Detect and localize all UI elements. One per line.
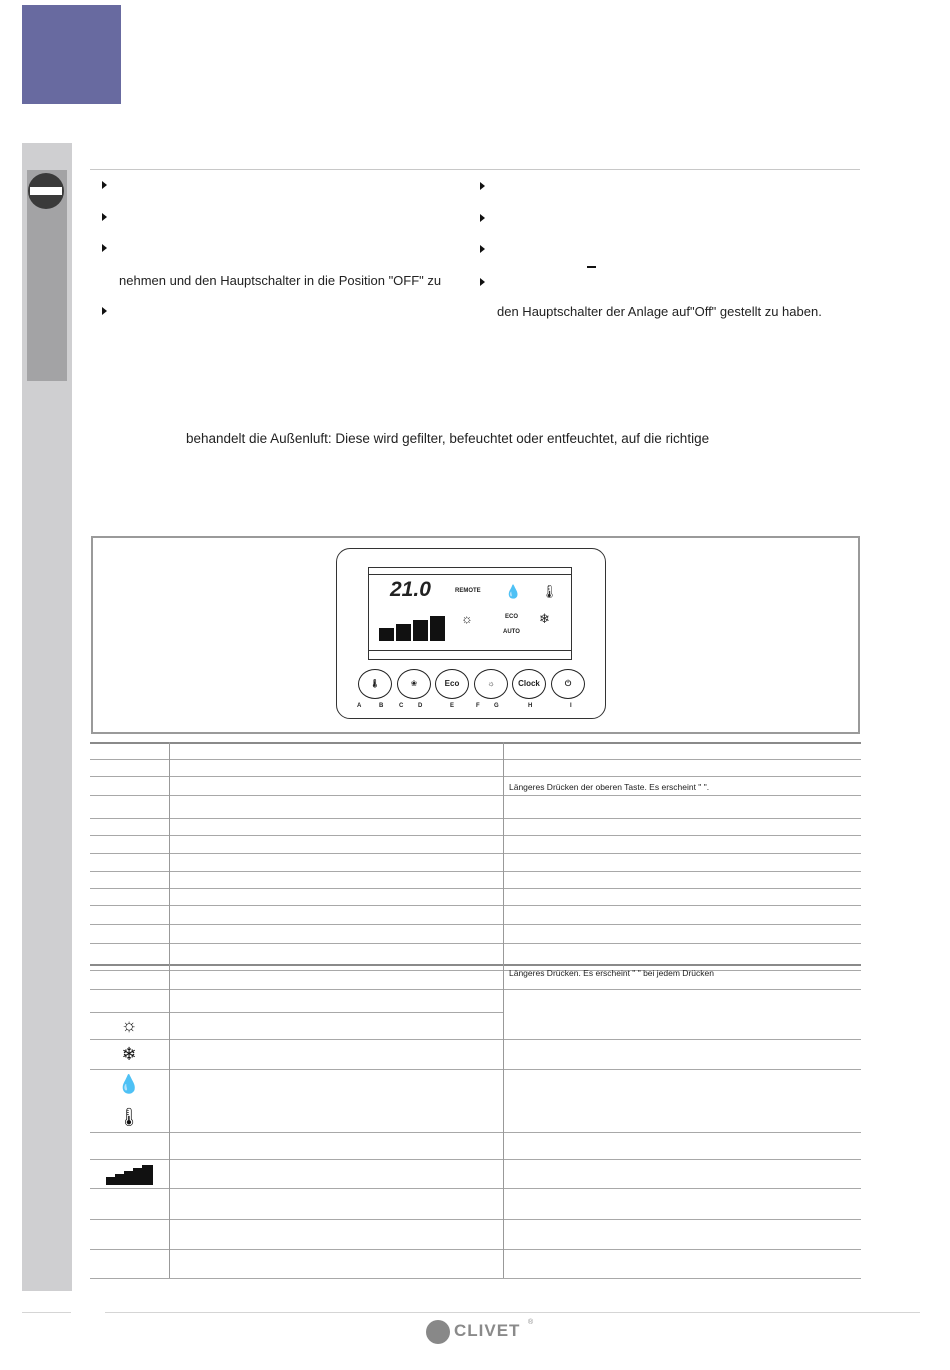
fan-bars-icon	[106, 1163, 154, 1185]
button-letter: D	[418, 703, 423, 709]
intro-right-line: den Hauptschalter der Anlage auf"Off" gestellt zu haben.	[497, 304, 822, 319]
table-note: Längeres Drücken der oberen Taste. Es erscheint " ".	[509, 782, 710, 792]
table-rule	[90, 989, 861, 990]
bullet-icon	[480, 278, 485, 286]
thermometer-icon: 🌡	[117, 1107, 141, 1127]
table-column-divider	[169, 742, 170, 1278]
registered-mark: ®	[528, 1319, 534, 1326]
bullet-icon	[102, 307, 107, 315]
table-rule	[90, 924, 861, 925]
button-letter: E	[450, 703, 455, 709]
table-rule	[90, 1278, 861, 1279]
brand-name: CLIVET	[454, 1321, 521, 1340]
table-rule	[90, 964, 861, 966]
snowflake-icon: ❄	[539, 611, 550, 626]
lcd-bottom-rule	[369, 650, 571, 651]
table-rule	[90, 943, 861, 944]
table-rule	[90, 1039, 861, 1040]
table-rule	[90, 742, 861, 744]
table-rule	[90, 1188, 861, 1189]
fan-speed-bar	[396, 624, 411, 641]
table-rule	[90, 1249, 861, 1250]
bullet-icon	[480, 245, 485, 253]
sun-icon: ☼	[120, 1015, 138, 1035]
table-rule	[90, 835, 861, 836]
table-rule	[90, 795, 861, 796]
table-rule	[90, 871, 861, 872]
footer-rule	[22, 1312, 71, 1313]
footer-rule	[105, 1312, 920, 1313]
section-rule	[90, 169, 860, 170]
remote-indicator: REMOTE	[455, 588, 481, 594]
fan-speed-bar	[379, 628, 394, 641]
no-entry-icon	[28, 173, 64, 209]
lcd-top-rule	[369, 574, 571, 575]
table-rule	[90, 818, 861, 819]
button-letter: F	[476, 703, 480, 709]
table-note: Längeres Drücken. Es erscheint " " bei jedem Drücken	[509, 968, 714, 978]
sun-icon: ☼	[461, 611, 473, 626]
table-rule	[90, 970, 861, 971]
bullet-icon	[480, 214, 485, 222]
corner-block	[22, 5, 121, 104]
table-rule	[90, 1069, 861, 1070]
button-letter: G	[494, 703, 499, 709]
dash-mark	[587, 266, 596, 268]
table-rule	[90, 1219, 861, 1220]
table-rule	[90, 776, 861, 777]
power-button[interactable]: ⏻	[551, 669, 585, 699]
table-rule	[90, 759, 861, 760]
button-letter: B	[379, 703, 384, 709]
fan-speed-bar	[413, 620, 428, 641]
drops-icon: 💧	[505, 584, 522, 599]
eco-button[interactable]: Eco	[435, 669, 469, 699]
logo-mark-icon	[426, 1320, 450, 1344]
table-column-divider	[503, 742, 504, 1278]
lcd-display	[368, 567, 572, 660]
button-letter: H	[528, 703, 533, 709]
temperature-readout: 21.0	[390, 578, 431, 601]
table-rule	[90, 1012, 503, 1013]
body-text-line: behandelt die Außenluft: Diese wird gefilter, befeuchtet oder entfeuchtet, auf die richtige	[186, 431, 710, 446]
table-rule	[90, 888, 861, 889]
bullet-icon	[102, 181, 107, 189]
intro-left-line: nehmen und den Hauptschalter in die Position "OFF" zu	[119, 273, 442, 288]
fan-button[interactable]: ❀	[397, 669, 431, 699]
table-rule	[90, 1132, 861, 1133]
fan-speed-bar	[430, 616, 445, 641]
clock-button[interactable]: Clock	[512, 669, 546, 699]
table-rule	[90, 905, 861, 906]
temperature-button[interactable]: 🌡	[358, 669, 392, 699]
table-rule	[90, 1159, 861, 1160]
button-letter: I	[570, 703, 572, 709]
thermometer-icon: 🌡	[541, 584, 558, 599]
button-letter: C	[399, 703, 404, 709]
snowflake-icon: ❄	[121, 1044, 137, 1064]
bullet-icon	[480, 182, 485, 190]
bullet-icon	[102, 213, 107, 221]
mode-button[interactable]: ☼	[474, 669, 508, 699]
drops-icon: 💧	[117, 1074, 141, 1094]
auto-indicator: AUTO	[503, 629, 520, 635]
eco-indicator: ECO	[505, 614, 519, 620]
table-rule	[90, 853, 861, 854]
button-letter: A	[357, 703, 362, 709]
bullet-icon	[102, 244, 107, 252]
